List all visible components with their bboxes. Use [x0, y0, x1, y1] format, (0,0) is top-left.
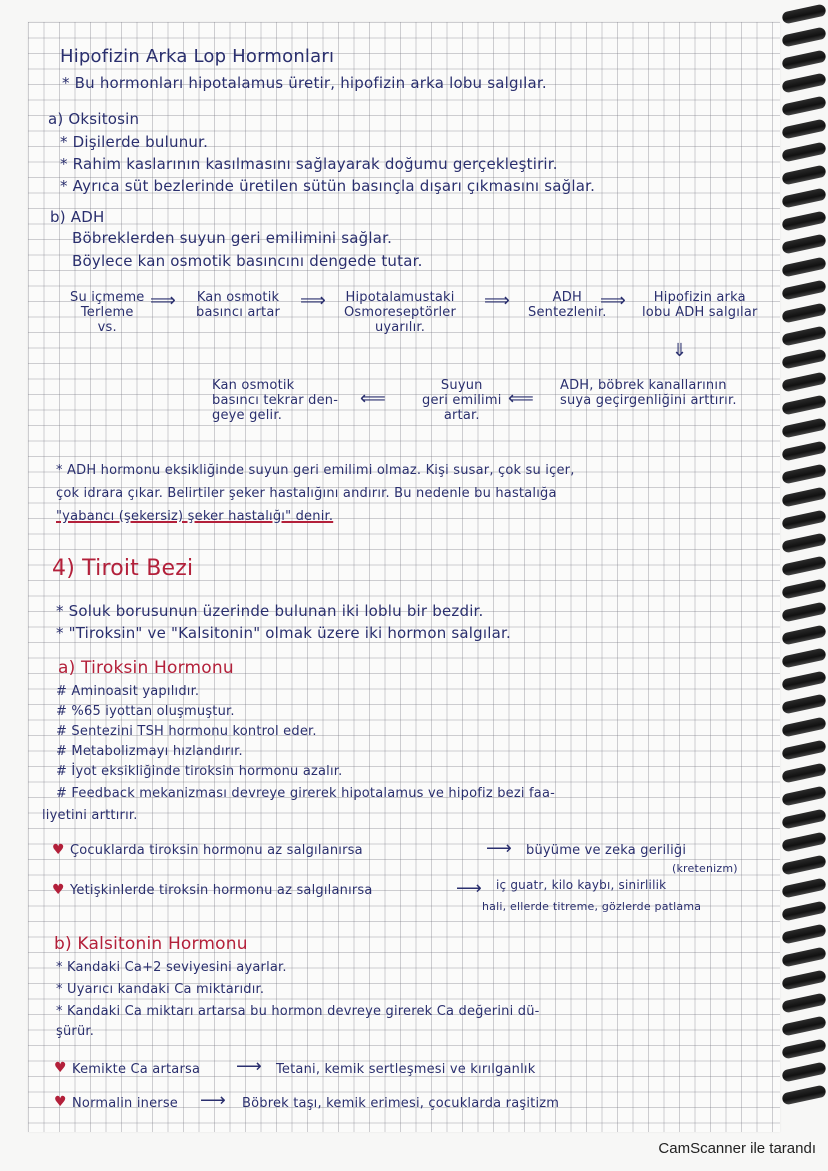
child-left: Çocuklarda tiroksin hormonu az salgılanırsa [70, 843, 363, 858]
binding-ring [781, 602, 827, 623]
binding-ring [781, 924, 827, 945]
normal-right: Böbrek taşı, kemik erimesi, çocuklarda raşitizm [242, 1096, 560, 1111]
flow-step-4: ADH Sentezlenir. [528, 290, 607, 320]
binding-ring [781, 579, 827, 600]
kalsitonin-line-4: şürür. [56, 1024, 95, 1039]
binding-ring [781, 418, 827, 439]
binding-ring [781, 625, 827, 646]
kalsitonin-line-1: * Kandaki Ca+2 seviyesini ayarlar. [56, 960, 287, 975]
binding-ring [781, 878, 827, 899]
kalsitonin-line-2: * Uyarıcı kandaki Ca miktarıdır. [56, 982, 265, 997]
tiroksin-line-4: # Metabolizmayı hızlandırır. [56, 744, 243, 759]
child-right-2: (kretenizm) [672, 862, 738, 875]
bone-arrow: ⟶ [236, 1056, 262, 1077]
binding-ring [781, 487, 827, 508]
oksitosin-line-1: * Dişilerde bulunur. [60, 133, 209, 151]
kalsitonin-heading: b) Kalsitonin Hormonu [54, 934, 248, 954]
binding-ring [781, 119, 827, 140]
binding-ring [781, 4, 827, 25]
adult-left: Yetişkinlerde tiroksin hormonu az salgılanırsa [70, 883, 373, 898]
binding-ring [781, 395, 827, 416]
flow-arrow-1: ⟹ [150, 290, 176, 311]
flow-step-8: Kan osmotik basıncı tekrar den- geye gelir. [212, 378, 339, 423]
binding-ring [781, 303, 827, 324]
binding-ring [781, 717, 827, 738]
flow-arrow-3: ⟹ [484, 290, 510, 311]
binding-ring [781, 671, 827, 692]
flow-arrow-5: ⟸ [508, 388, 534, 409]
binding-ring [781, 533, 827, 554]
adh-heading: b) ADH [50, 208, 105, 226]
binding-ring [781, 901, 827, 922]
binding-ring [781, 326, 827, 347]
binding-ring [781, 165, 827, 186]
binding-ring [781, 947, 827, 968]
binding-ring [781, 73, 827, 94]
binding-ring [781, 234, 827, 255]
tiroksin-line-5: # İyot eksikliğinde tiroksin hormonu azalır. [56, 764, 343, 779]
adh-note-line-3: "yabancı (şekersiz) şeker hastalığı" denir. [56, 509, 334, 524]
binding-ring [781, 1016, 827, 1037]
binding-ring [781, 50, 827, 71]
adult-bullet: ♥ [52, 882, 65, 898]
binding-ring [781, 648, 827, 669]
binding-ring [781, 993, 827, 1014]
tiroksin-line-7: liyetini arttırır. [42, 808, 138, 823]
binding-ring [781, 556, 827, 577]
binding-ring [781, 970, 827, 991]
binding-ring [781, 188, 827, 209]
page-title: Hipofizin Arka Lop Hormonları [60, 46, 335, 67]
tiroksin-line-2: # %65 iyottan oluşmuştur. [56, 704, 235, 719]
binding-ring [781, 855, 827, 876]
binding-ring [781, 1085, 827, 1106]
flow-step-5: Hipofizin arka lobu ADH salgılar [642, 290, 758, 320]
bone-left: Kemikte Ca artarsa [72, 1062, 201, 1077]
tiroksin-line-3: # Sentezini TSH hormonu kontrol eder. [56, 724, 317, 739]
adh-line-1: Böbreklerden suyun geri emilimini sağlar. [72, 229, 393, 247]
scanner-watermark: CamScanner ile tarandı [658, 1140, 816, 1157]
binding-ring [781, 832, 827, 853]
binding-ring [781, 349, 827, 370]
bone-right: Tetani, kemik sertleşmesi ve kırılganlık [276, 1062, 536, 1077]
tiroksin-heading: a) Tiroksin Hormonu [58, 658, 234, 678]
binding-ring [781, 142, 827, 163]
adh-line-2: Böylece kan osmotik basıncını dengede tutar. [72, 252, 423, 270]
adult-right-2: hali, ellerde titreme, gözlerde patlama [482, 900, 702, 913]
binding-ring [781, 257, 827, 278]
flow-arrow-2: ⟹ [300, 290, 326, 311]
binding-ring [781, 464, 827, 485]
flow-arrow-down: ⇓ [672, 340, 688, 361]
adult-arrow: ⟶ [456, 878, 482, 899]
flow-step-2: Kan osmotik basıncı artar [196, 290, 281, 320]
binding-ring [781, 694, 827, 715]
binding-ring [781, 763, 827, 784]
oksitosin-line-3: * Ayrıca süt bezlerinde üretilen sütün basınçla dışarı çıkmasını sağlar. [60, 177, 596, 195]
kalsitonin-line-3: * Kandaki Ca miktarı artarsa bu hormon devreye girerek Ca değerini dü- [56, 1004, 540, 1019]
flow-step-7: Suyun geri emilimi artar. [422, 378, 502, 423]
tiroit-line-1: * Soluk borusunun üzerinde bulunan iki loblu bir bezdir. [56, 602, 484, 620]
binding-ring [781, 786, 827, 807]
child-bullet: ♥ [52, 842, 65, 858]
binding-ring [781, 1062, 827, 1083]
normal-arrow: ⟶ [200, 1090, 226, 1111]
normal-left: Normalin inerse [72, 1096, 178, 1111]
binding-ring [781, 27, 827, 48]
binding-ring [781, 510, 827, 531]
tiroksin-line-1: # Aminoasit yapılıdır. [56, 684, 200, 699]
binding-ring [781, 441, 827, 462]
child-right: büyüme ve zeka geriliği [526, 843, 687, 858]
adh-note-line-2: çok idrara çıkar. Belirtiler şeker hastalığını andırır. Bu nedenle bu hastalığa [56, 486, 557, 501]
binding-ring [781, 1039, 827, 1060]
adult-right: iç guatr, kilo kaybı, sinirlilik [496, 878, 667, 892]
binding-ring [781, 740, 827, 761]
child-arrow: ⟶ [486, 838, 512, 859]
flow-step-3: Hipotalamustaki Osmoreseptörler uyarılır. [344, 290, 457, 335]
spiral-binding [782, 0, 828, 1120]
normal-bullet: ♥ [54, 1094, 67, 1110]
binding-ring [781, 96, 827, 117]
binding-ring [781, 372, 827, 393]
oksitosin-heading: a) Oksitosin [48, 110, 140, 128]
intro-line: * Bu hormonları hipotalamus üretir, hipofizin arka lobu salgılar. [62, 74, 547, 92]
adh-note-line-1: * ADH hormonu eksikliğinde suyun geri emilimi olmaz. Kişi susar, çok su içer, [56, 463, 575, 478]
binding-ring [781, 280, 827, 301]
tiroksin-line-6: # Feedback mekanizması devreye girerek hipotalamus ve hipofiz bezi faa- [56, 786, 556, 801]
binding-ring [781, 211, 827, 232]
flow-step-6: ADH, böbrek kanallarının suya geçirgenliğini arttırır. [560, 378, 737, 408]
tiroit-heading: 4) Tiroit Bezi [52, 556, 194, 581]
bone-bullet: ♥ [54, 1060, 67, 1076]
binding-ring [781, 809, 827, 830]
tiroit-line-2: * "Tiroksin" ve "Kalsitonin" olmak üzere iki hormon salgılar. [56, 624, 511, 642]
flow-step-1: Su içmeme Terleme vs. [70, 290, 145, 335]
flow-arrow-6: ⟸ [360, 388, 386, 409]
flow-arrow-4: ⟹ [600, 290, 626, 311]
oksitosin-line-2: * Rahim kaslarının kasılmasını sağlayarak doğumu gerçekleştirir. [60, 155, 558, 173]
